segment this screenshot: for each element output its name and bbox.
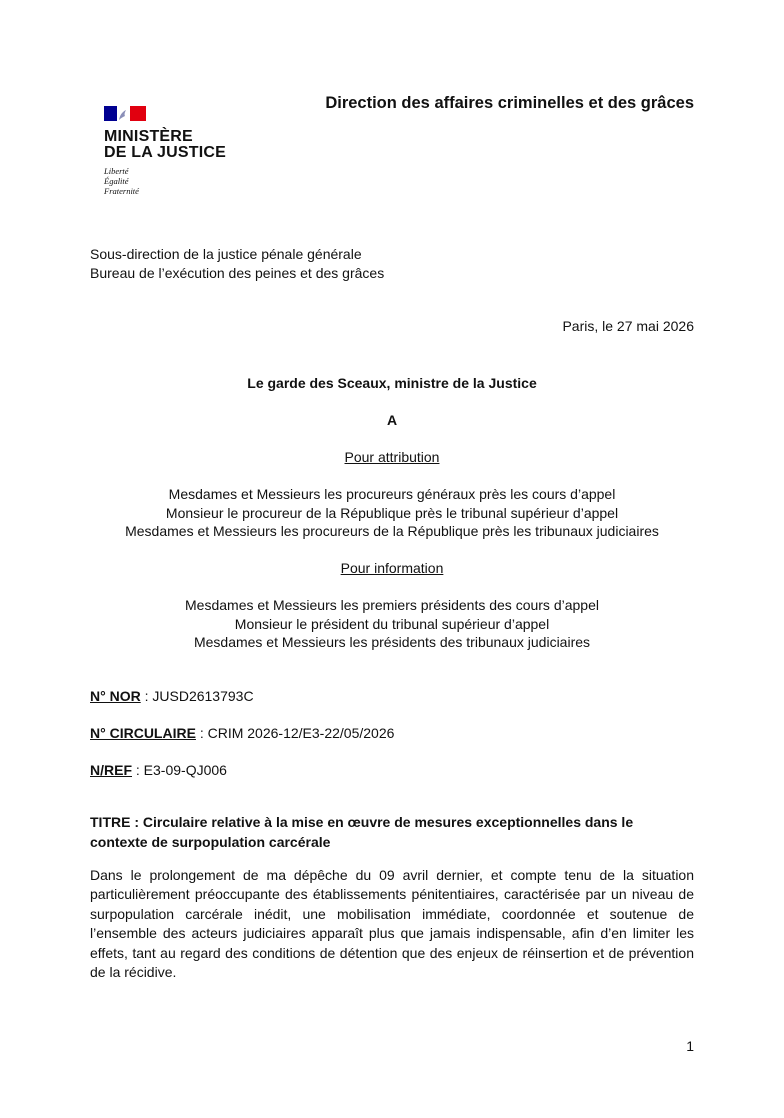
recipient-line: Monsieur le président du tribunal supérieur d’appel	[234, 615, 550, 632]
ministry-name-line1: MINISTÈRE	[104, 128, 193, 145]
attribution-recipients	[90, 485, 694, 541]
circulaire-label: N° CIRCULAIRE	[90, 725, 196, 741]
information-recipients	[90, 596, 694, 652]
subdirection	[90, 245, 384, 283]
recipient-line: Monsieur le procureur de la République près le tribunal supérieur d’appel	[165, 504, 619, 521]
nref-reference	[90, 762, 227, 778]
sender: Le garde des Sceaux, ministre de la Justice	[247, 375, 537, 391]
document-title: TITRE : Circulaire relative à la mise en œuvre de mesures exceptionnelles dans le contexte de surpopulation carcérale	[90, 814, 634, 850]
nor-reference	[90, 688, 254, 704]
motto-egalite: Égalité	[104, 176, 129, 186]
document-date: Paris, le 27 mai 2026	[562, 318, 694, 334]
nref-value: : E3-09-QJ006	[132, 762, 227, 778]
page-number: 1	[686, 1038, 694, 1054]
direction-title: Direction des affaires criminelles et des grâces	[325, 94, 694, 112]
ministry-name-line2: DE LA JUSTICE	[104, 144, 227, 161]
body-paragraph: Dans le prolongement de ma dépêche du 09 avril dernier, et compte tenu de la situation particulièrement préoccupante des établissements pénitentiaires, caractérisée par un niveau de surpopulation carcérale inédit, une mobilisation immédiate, coordonnée et soutenue de l’ensemble des acteurs judiciaires apparaît plus que jamais indispensable, afin d’en limiter les effets, tant au regard des conditions de détention que des enjeux de réinsertion et de prévention de la récidive.	[90, 867, 694, 981]
nor-value: : JUSD2613793C	[140, 688, 254, 704]
information-heading: Pour information	[340, 560, 444, 576]
circulaire-value: : CRIM 2026-12/E3-22/05/2026	[195, 725, 395, 741]
recipient-line: Mesdames et Messieurs les procureurs généraux près les cours d’appel	[168, 486, 616, 502]
recipient-marker: A	[386, 412, 398, 428]
subdirection-line: Sous-direction de la justice pénale générale	[90, 246, 362, 262]
information-section	[90, 559, 694, 578]
nor-label: N° NOR	[90, 688, 141, 704]
circulaire-reference	[90, 725, 394, 741]
motto-fraternite: Fraternité	[104, 186, 139, 196]
recipient-line: Mesdames et Messieurs les procureurs de la République près les tribunaux judiciaires	[125, 523, 659, 539]
motto-liberte: Liberté	[104, 166, 129, 176]
ministry-logo	[104, 106, 254, 196]
bureau-line: Bureau de l’exécution des peines et des grâces	[90, 265, 385, 281]
republic-motto	[104, 166, 254, 196]
recipient-line: Mesdames et Messieurs les présidents des tribunaux judiciaires	[193, 634, 591, 650]
attribution-section	[90, 448, 694, 467]
attribution-heading: Pour attribution	[344, 449, 440, 465]
nref-label: N/REF	[90, 762, 132, 778]
marianne-flag-icon	[104, 106, 146, 121]
recipient-line: Mesdames et Messieurs les premiers présidents des cours d’appel	[185, 597, 599, 613]
